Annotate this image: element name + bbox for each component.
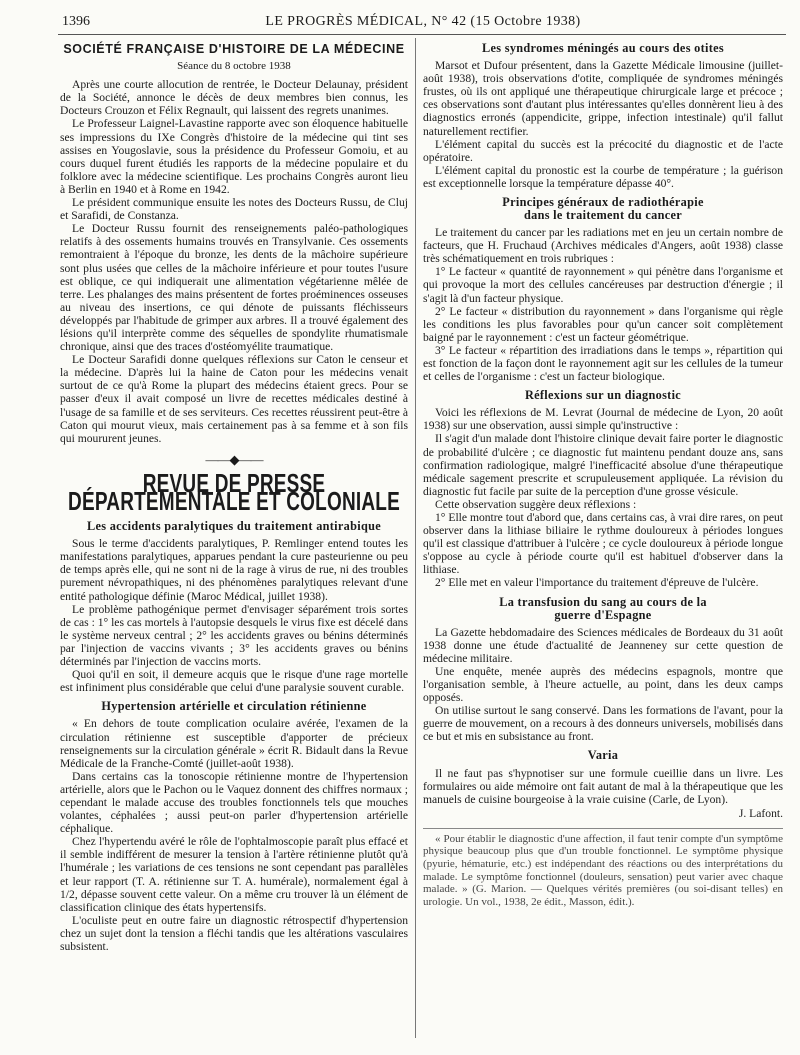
paragraph: Dans certains cas la tonoscopie rétinienne montre de l'hypertension artérielle, alors que le Pachon ou le Vaquez donnent des chiffres normaux ; cependant le malade accuse des troubles fonctionnels tels que mouches volantes, céphalées ; aussi peut-on parler d'hypertension artérielle céphalique.: [60, 769, 408, 836]
article-title: [423, 596, 783, 622]
paragraph: Le Docteur Sarafidi donne quelques réflexions sur Caton le censeur et la médecine. D'après lui la haine de Caton pour les médecins venait surtout de ce qu'à Rome la plupart des médecins étaient grecs. Pour se passer d'eux il avait composé un livre de recettes médicales destiné à l'usage de sa famille et de ses serviteurs. Ces recettes réussirent peut-être à Caton qui mourut vieux, mais certainement pas à sa femme et à son fils qui moururent jeunes.: [60, 353, 408, 445]
left-column: [60, 40, 408, 953]
article-title: Réflexions sur un diagnostic: [524, 388, 682, 403]
signature: J. Lafont.: [738, 806, 783, 820]
column-divider: [415, 38, 416, 1038]
title-line: dans le traitement du cancer: [524, 208, 682, 223]
paragraph: Le président communique ensuite les notes des Docteurs Russu, de Cluj et Sarafidi, de Constanza.: [60, 196, 408, 223]
right-column: [423, 40, 783, 908]
paragraph: Le Docteur Russu fournit des renseignements paléo-pathologiques relatifs à des ossements humains trouvés en Transylvanie. Ces ossements remontraient à l'époque du bronze, les dents de la mâchoire supérieure sont plus usées que celles de la mâchoire inférieure et pour toutes l'usure est oblique, ce qui indiquerait une alimentation végétarienne mêlée de terre. Les phalanges des mains présentent de fortes proéminences osseuses au niveau des insertions, ce qui dénote de puissants fléchisseurs développés par l'habitude de grimper aux arbres. Il a trouvé également des lésions qu'il interprète comme des séquelles de spondylite rhumatismale chronique, ainsi que des traces d'ostéomyélite traumatique.: [60, 222, 408, 354]
seance-date: Séance du 8 octobre 1938: [177, 60, 291, 73]
paragraph: L'oculiste peut en outre faire un diagnostic rétrospectif d'hypertension chez un sujet dont la tension a fléchi tandis que les altérations vasculaires subsistent.: [60, 913, 408, 953]
paragraph: L'élément capital du pronostic est la courbe de température ; la guérison est exceptionnelle lorsque la température dépasse 40°.: [423, 163, 783, 190]
paragraph: La Gazette hebdomadaire des Sciences médicales de Bordeaux du 31 août 1938 donne une étude d'actualité de Jeanneney sur cette question de médecine militaire.: [423, 625, 783, 665]
running-title: LE PROGRÈS MÉDICAL, N° 42 (15 Octobre 1938): [265, 14, 581, 29]
paragraph: 2° Elle met en valeur l'importance du traitement d'épreuve de l'ulcère.: [435, 576, 759, 590]
article-title: Les syndromes méningés au cours des otites: [482, 41, 724, 55]
paragraph: Marsot et Dufour présentent, dans la Gazette Médicale limousine (juillet-août 1938), trois observations d'otite, compliquée de syndromes méningés frustes, où ils ont appliqué une thérapeutique chirurgicale large et précoce ; ces observations sont d'autant plus intéressantes qu'elles donnèrent lieu à des diagnostics erronés (appendicite, grippe, infection intestinale) qu'il fallut naturellement rectifier.: [423, 59, 783, 138]
paragraph: Chez l'hypertendu avéré le rôle de l'ophtalmoscopie paraît plus effacé et il semble indifférent de mesurer la tension à l'artère rétinienne plutôt qu'à l'humérale ; les variations de ces tensions ne sont cependant pas parallèles et leur rapport (T. A. rétinienne sur T. A. humérale), normalement égal à 1/2, dépasse souvent cette valeur. On a même cru trouver là un élément de classification clinique des états hypertensifs.: [60, 835, 408, 914]
running-header: [62, 14, 784, 32]
title-line: La transfusion du sang au cours de la: [499, 594, 707, 609]
paragraph: Il s'agit d'un malade dont l'histoire clinique devait faire porter le diagnostic de probabilité d'ulcère ; ce diagnostic fut maintenu pendant douze ans, sans confirmation radiologique, malgré l'inefficacité absolue d'une thérapeutique médicale sagement prescrite et scrupuleusement appliquée. La révision du diagnostic fut facile par suite de la perception d'une grosse vésicule.: [423, 432, 783, 498]
paragraph: 1° Le facteur « quantité de rayonnement » qui pénètre dans l'organisme et qui provoque la mort des cellules cancéreuses par destruction d'énergie ; il s'agit là d'un facteur physique.: [423, 265, 783, 305]
paragraph: 1° Elle montre tout d'abord que, dans certains cas, à vrai dire rares, on peut observer dans la lithiase biliaire le rythme douloureux à périodes longues qu'il est classique d'attribuer à l'ulcère ; ce cycle douloureux à période longue s'oppose au cycle à période courte qu'il est habituel d'observer dans la lithiase.: [423, 511, 783, 577]
article-title: Varia: [587, 748, 619, 763]
paragraph: Voici les réflexions de M. Levrat (Journal de médecine de Lyon, 20 août 1938) sur une observation, aussi simple qu'instructive :: [423, 406, 783, 433]
paragraph: 3° Le facteur « répartition des irradiations dans le temps », répartition qui est fonction de la façon dont le rayonnement agit sur les cellules de la tumeur et celles de l'organisme : c'est un facteur biologique.: [423, 343, 783, 384]
paragraph: Quoi qu'il en soit, il demeure acquis que le risque d'une rage mortelle est infiniment plus considérable que celui d'une paralysie souvent curable.: [60, 668, 408, 695]
footnote-rule: [423, 828, 783, 829]
paragraph: Le Professeur Laignel-Lavastine rapporte avec son éloquence habituelle ses impressions du IXe Congrès d'histoire de la médecine qui tint ses assises en Yougoslavie, sous la présidence du Professeur Gomoiu, et au cours duquel furent étudiés les rapports de la médecine populaire et du folklore avec la médecine scientifique. Les prochains Congrès auront lieu à Berlin en 1940 et à Rome en 1942.: [60, 117, 408, 196]
article-title: Les accidents paralytiques du traitement antirabique: [87, 519, 381, 534]
revue-title: REVUE DE PRESSE DÉPARTEMENTALE ET COLONIALE: [68, 470, 400, 517]
header-rule: [58, 34, 786, 35]
paragraph: Le traitement du cancer par les radiations met en jeu un certain nombre de facteurs, que H. Fruchaud (Archives médicales d'Angers, août 1938) classe très schématiquement en trois rubriques :: [423, 226, 783, 266]
page-number: 1396: [62, 14, 90, 29]
ornament-divider: ——◆——: [205, 451, 263, 467]
title-line: guerre d'Espagne: [554, 607, 652, 622]
paragraph: Cette observation suggère deux réflexions :: [435, 497, 637, 511]
paragraph: Le problème pathogénique permet d'envisager séparément trois sortes de cas : 1° les cas mortels à l'autopsie desquels le virus fixe est décelé dans le système nerveux central ; 2° les accidents graves ou bénins déterminés par l'injection de vaccins vivants ; 3° les accidents graves ou bénins déterminés par l'injection de vaccins morts.: [60, 602, 408, 669]
paragraph: Il ne faut pas s'hypnotiser sur une formule cueillie dans un livre. Les formulaires ou aide mémoire ont fait autant de mal à la thérapeutique que les manuels de cuisine bourgeoise à la vraie cuisine (Carle, de Lyon).: [423, 766, 783, 806]
article-title: [423, 196, 783, 222]
paragraph: L'élément capital du succès est la précocité du diagnostic et de l'acte opératoire.: [423, 137, 783, 164]
paragraph: Sous le terme d'accidents paralytiques, P. Remlinger entend toutes les manifestations paralytiques, apparues pendant la cure pasteurienne ou peu de temps après elle, qui ne sont ni de la rage à virus de rue, ni des troubles purement névropathiques, ni des phénomènes paralytiques relevant d'une entité pathologique définie (Maroc Médical, juillet 1938).: [60, 537, 408, 603]
paragraph: Une enquête, menée auprès des médecins espagnols, montre que l'organisation semble, à l'heure actuelle, au point, dans les deux camps opposés.: [423, 664, 783, 705]
title-line: Principes généraux de radiothérapie: [502, 195, 704, 210]
paragraph: Après une courte allocution de rentrée, le Docteur Delaunay, président de la Société, annonce le décès de deux membres bien connus, les Docteurs Crouzon et Félix Regnault, qui laissent des regrets unanimes.: [60, 78, 408, 118]
paragraph: 2° Le facteur « distribution du rayonnement » dans l'organisme qui règle les conditions les plus favorables pour qu'un cancer soit complètement baigné par le rayonnement : c'est un facteur géométrique.: [423, 304, 783, 344]
article-title: Hypertension artérielle et circulation rétinienne: [101, 699, 367, 714]
footnote: « Pour établir le diagnostic d'une affection, il faut tenir compte d'un symptôme physique beaucoup plus que d'un trouble fonctionnel. Le symptôme physique (pyurie, hématurie, etc.) est indépendant des réactions ou des interprétations du malade. Le symptôme fonctionnel (douleurs, sensation) peut varier avec chaque malade. » (G. Marion. — Quelques vérités premières (ou soi-disant telles) en urologie. Un vol., 1938, 2e édit., Masson, édit.).: [423, 832, 783, 908]
paragraph: « En dehors de toute complication oculaire avérée, l'examen de la circulation rétinienne est susceptible d'apporter de précieux renseignements sur la circulation générale » écrit R. Bidault dans la Revue Médicale de la Franche-Comté (juillet-août 1938).: [60, 717, 408, 770]
paragraph: On utilise surtout le sang conservé. Dans les formations de l'avant, pour la guerre de mouvement, on a recours à des donneurs universels, mobilisés dans ce but et mis en subsistance au front.: [423, 704, 783, 744]
society-title: SOCIÉTÉ FRANÇAISE D'HISTOIRE DE LA MÉDECINE: [63, 42, 405, 56]
